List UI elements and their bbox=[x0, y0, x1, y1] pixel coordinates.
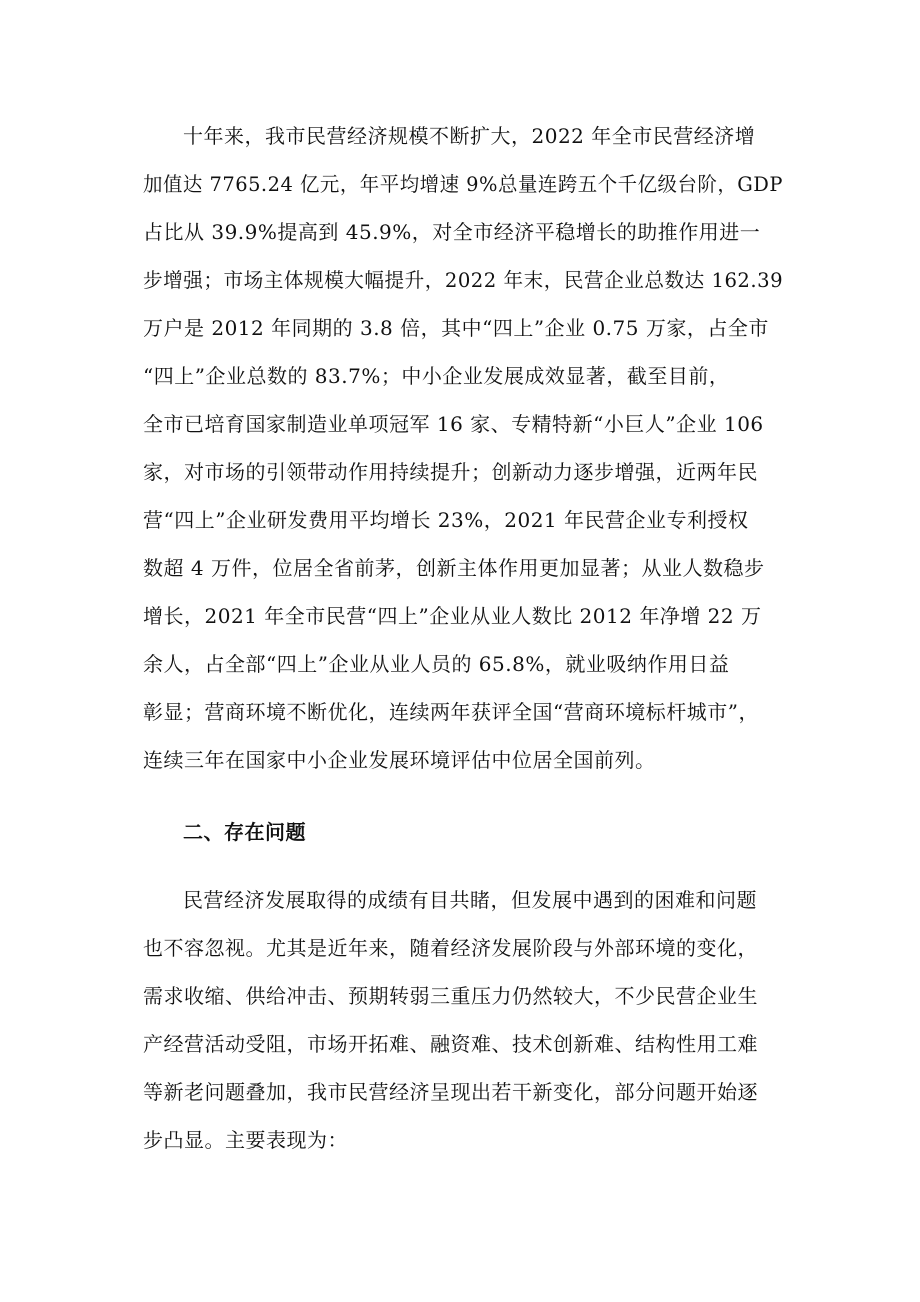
paragraph-line: 加值达 7765.24 亿元，年平均增速 9%总量连跨五个千亿级台阶，GDP bbox=[143, 172, 783, 196]
paragraph-line: 家，对市场的引领带动作用持续提升；创新动力逐步增强，近两年民 bbox=[143, 460, 758, 484]
paragraph-line: 万户是 2012 年同期的 3.8 倍，其中“四上”企业 0.75 万家，占全市 bbox=[143, 316, 769, 340]
paragraph-private-economy-achievements bbox=[143, 112, 783, 784]
paragraph-line: 也不容忽视。尤其是近年来，随着经济发展阶段与外部环境的变化， bbox=[143, 936, 758, 960]
paragraph-line: 连续三年在国家中小企业发展环境评估中位居全国前列。 bbox=[143, 748, 656, 772]
paragraph-line: 步凸显。主要表现为： bbox=[143, 1128, 348, 1152]
paragraph-line: 需求收缩、供给冲击、预期转弱三重压力仍然较大，不少民营企业生 bbox=[143, 984, 758, 1008]
paragraph-line: 营“四上”企业研发费用平均增长 23%，2021 年民营企业专利授权 bbox=[143, 508, 749, 532]
section-heading: 二、存在问题 bbox=[183, 820, 306, 844]
paragraph-line: 占比从 39.9%提高到 45.9%，对全市经济平稳增长的助推作用进一 bbox=[143, 220, 761, 244]
paragraph-line: 步增强；市场主体规模大幅提升，2022 年末，民营企业总数达 162.39 bbox=[143, 268, 784, 292]
paragraph-line: 等新老问题叠加，我市民营经济呈现出若干新变化，部分问题开始逐 bbox=[143, 1080, 758, 1104]
paragraph-line: 十年来，我市民营经济规模不断扩大，2022 年全市民营经济增 bbox=[183, 124, 756, 148]
paragraph-line: 全市已培育国家制造业单项冠军 16 家、专精特新“小巨人”企业 106 bbox=[143, 412, 764, 436]
paragraph-line: 数超 4 万件，位居全省前茅，创新主体作用更加显著；从业人数稳步 bbox=[143, 556, 765, 580]
paragraph-existing-problems bbox=[143, 876, 783, 1164]
paragraph-line: 增长，2021 年全市民营“四上”企业从业人数比 2012 年净增 22 万 bbox=[143, 604, 762, 628]
paragraph-line: 余人，占全部“四上”企业从业人员的 65.8%，就业吸纳作用日益 bbox=[143, 652, 730, 676]
paragraph-line: 产经营活动受阻，市场开拓难、融资难、技术创新难、结构性用工难 bbox=[143, 1032, 758, 1056]
paragraph-line: 彰显；营商环境不断优化，连续两年获评全国“营商环境标杆城市”， bbox=[143, 700, 759, 724]
section-heading-container bbox=[143, 808, 783, 856]
paragraph-line: “四上”企业总数的 83.7%；中小企业发展成效显著，截至目前， bbox=[143, 364, 730, 388]
paragraph-line: 民营经济发展取得的成绩有目共睹，但发展中遇到的困难和问题 bbox=[183, 888, 757, 912]
